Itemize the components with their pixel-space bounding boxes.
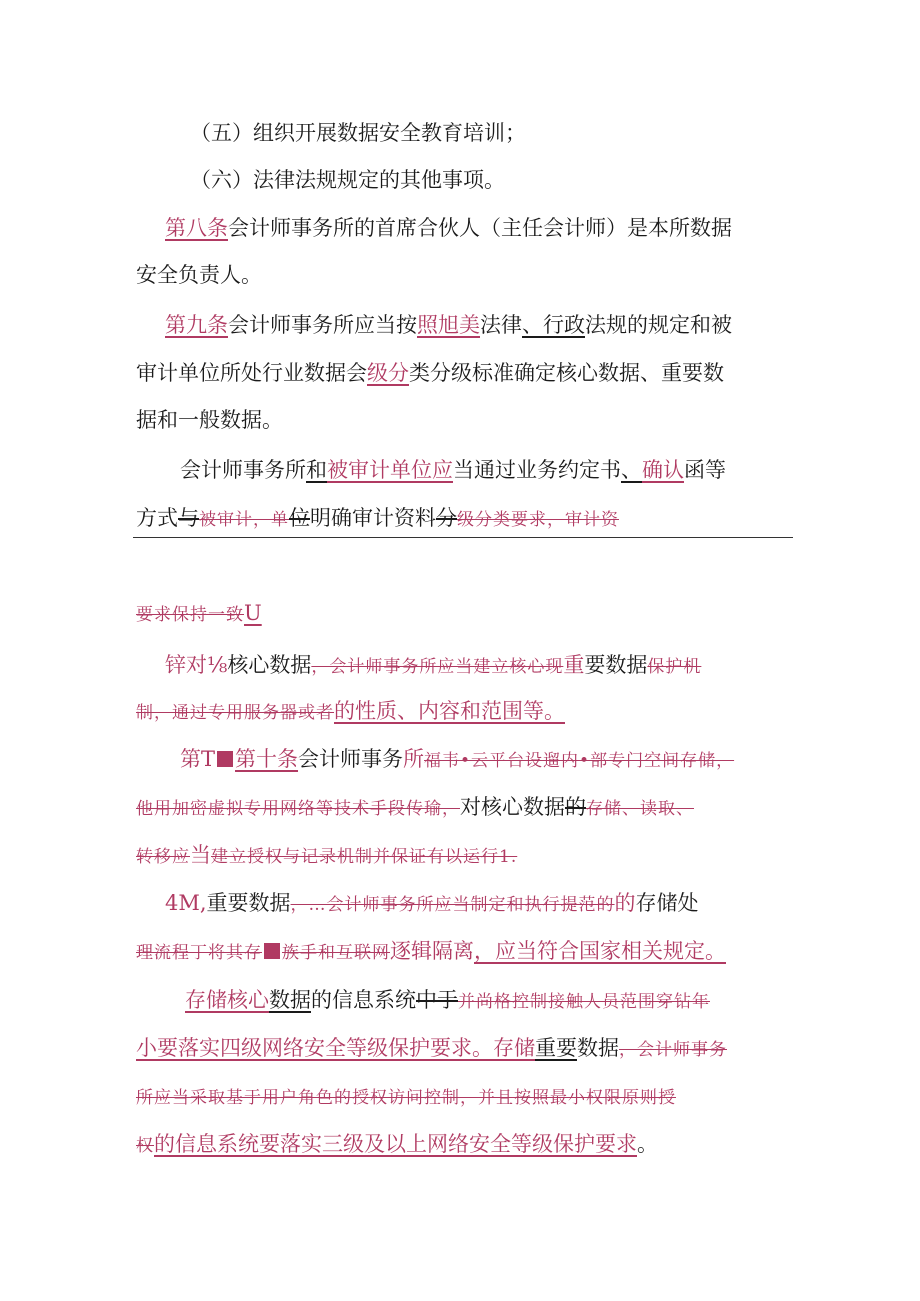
deleted-text: 权: [136, 1136, 154, 1156]
deleted-text: 并尚格控制接触人员范围穿钻年: [458, 992, 710, 1012]
list-item-6: （六）法律法规规定的其他事项。: [190, 168, 505, 192]
deleted-text: 转移应: [136, 847, 190, 867]
article-9-line-3: 据和一般数据。: [136, 408, 283, 432]
text-run: 类分级标准确定核心数据、重要数: [409, 361, 724, 385]
text-run: 会计师事务所: [180, 458, 306, 482]
inserted-text: 照旭美: [417, 313, 480, 337]
deleted-text: 所应当采取基于用户角色的授权访问控制，并且按照最小权限原则授: [136, 1088, 676, 1108]
article-9-label: 第九条: [165, 313, 228, 337]
article-8-text: 会计师事务所的首席合伙人（主任会计师）是本所数据: [228, 216, 732, 240]
para-8-line-1: [165, 888, 699, 920]
deleted-text: 并保证有以运行1.: [373, 847, 518, 867]
para-9-line-2: [136, 1033, 727, 1065]
deleted-text: 建立授权与记录机制: [211, 847, 373, 867]
text-run: 存储处: [635, 891, 699, 915]
inserted-text: 第T: [180, 747, 216, 771]
inserted-text: ，应当符合国家相关规定。: [474, 939, 726, 963]
deleted-text: 理流程丁将其存: [136, 943, 262, 963]
inserted-text: U: [244, 601, 262, 625]
para-4-line-1: [180, 455, 726, 485]
deleted-text: ，会计师事务: [619, 1040, 727, 1060]
page-divider: [133, 537, 793, 538]
text-run: 法规的规定和被: [585, 313, 732, 337]
article-9-line-1: [165, 310, 732, 340]
para-8-line-2: [136, 936, 726, 968]
deleted-text: ，会计师事务所应当建立核心现: [311, 657, 564, 677]
text-run: 对核心数据: [460, 795, 565, 819]
square-mark-icon: [217, 751, 233, 767]
inserted-text: 的性质、内容和范围等。: [334, 699, 565, 723]
inserted-text: 级分: [367, 361, 409, 385]
text-run: 明确审计资料: [310, 506, 436, 530]
para-9-line-1: [185, 985, 710, 1017]
inserted-text: 当: [190, 843, 211, 867]
underlined-text: 和: [306, 458, 327, 482]
text-run: 。: [637, 1132, 658, 1156]
deleted-text: 要求保持一致: [136, 605, 244, 625]
deleted-text: 他用加密虚拟专用网络等技术手段传瑜，: [136, 799, 460, 819]
article-8-line-2: 安全负责人。: [136, 263, 262, 287]
deleted-text: 存储、读取、: [586, 799, 694, 819]
text-run: 当通过业务约定书: [453, 458, 621, 482]
para-9-line-4: [136, 1129, 658, 1161]
text-run: 会计师事务: [298, 747, 404, 771]
inserted-text: 的: [614, 891, 636, 915]
deleted-text: 与: [178, 506, 199, 530]
deleted-text: 级分类要求，审计资: [457, 510, 619, 530]
inserted-text: 所: [403, 747, 425, 771]
inserted-text: 存储核心: [185, 988, 269, 1012]
inserted-text: 被审计单位应: [327, 458, 453, 482]
text-run: 重要数据: [206, 891, 291, 915]
article-8-line-1: [165, 213, 732, 243]
underlined-text: 、行政: [522, 313, 585, 337]
text-run: 方式: [136, 506, 178, 530]
deleted-text: 的: [565, 795, 586, 819]
para-4-line-2: [136, 503, 619, 535]
text-run: 法律: [480, 313, 522, 337]
deleted-text: 族手和互联网: [282, 943, 390, 963]
underlined-text: 重要: [535, 1036, 577, 1060]
deleted-text: 被审计，单: [199, 510, 289, 530]
square-mark-icon: [264, 943, 280, 959]
deleted-text: 制，通过专用服务器或者: [136, 703, 334, 723]
deleted-text: 福韦•云平台设遛内•部专门空间存储，: [424, 751, 735, 771]
para-5: [136, 598, 262, 630]
text-run: 审计单位所处行业数据会: [136, 361, 367, 385]
text-run: 核心数据: [227, 653, 312, 677]
para-9-line-3: [136, 1081, 676, 1113]
deleted-text: 分: [436, 506, 457, 530]
text-run: 的信息系统: [311, 988, 416, 1012]
inserted-text: 小要落实四级网络安全等级保护要求。存储: [136, 1036, 535, 1060]
para-6-line-2: [136, 696, 565, 728]
text-run: 函等: [684, 458, 726, 482]
article-10-line-3: [136, 840, 517, 872]
underlined-text: 、: [621, 458, 642, 482]
inserted-text: 的信息系统要落实三级及以上网络安全等级保护要求: [154, 1132, 637, 1156]
deleted-text: 中于: [416, 988, 458, 1012]
inserted-text: 4M,: [165, 891, 207, 915]
text-run: 要数据: [584, 653, 648, 677]
article-9-line-2: [136, 358, 724, 388]
text-run: 数据: [577, 1036, 619, 1060]
article-10-line-2: [136, 792, 694, 824]
article-10-line-1: [180, 744, 734, 776]
article-10-label: 第十条: [235, 747, 299, 771]
inserted-text: 逐辑隔离: [390, 939, 474, 963]
underlined-text: 数据: [269, 988, 311, 1012]
list-item-5: （五）组织开展数据安全教育培训；: [190, 121, 526, 145]
inserted-text: 确认: [642, 458, 684, 482]
deleted-text: 保护机: [647, 657, 702, 677]
deleted-text: ，…会计师事务所应当制定和执行提范的: [290, 895, 615, 915]
inserted-text: 重: [563, 653, 585, 677]
article-8-label: 第八条: [165, 216, 228, 240]
para-6-line-1: [165, 650, 701, 682]
deleted-text: 位: [289, 506, 310, 530]
inserted-text: 锌对⅛: [165, 653, 228, 677]
text-run: 会计师事务所应当按: [228, 313, 417, 337]
